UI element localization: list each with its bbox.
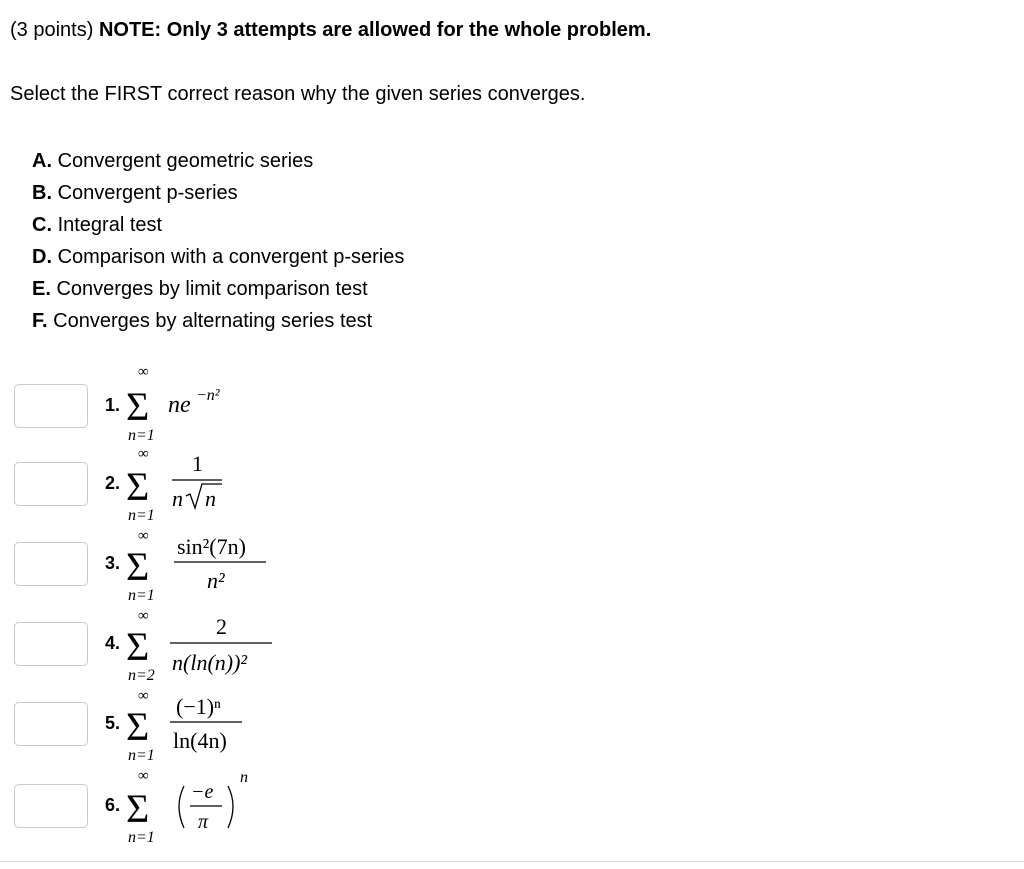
upper-limit: ∞: [138, 608, 149, 624]
fraction-numerator: 1: [192, 451, 203, 476]
problem-4: [14, 606, 734, 686]
series-expression-2: [14, 444, 314, 526]
radicand: n: [205, 486, 216, 511]
problem-1: [14, 362, 734, 442]
points-label: (3 points): [10, 19, 94, 41]
problem-number: 3.: [105, 553, 121, 573]
option-text: Convergent geometric series: [57, 150, 314, 172]
fraction-denominator: n(ln(n))²: [172, 650, 248, 675]
problem-number: 6.: [105, 795, 121, 815]
problem-5: [14, 686, 734, 766]
option-letter: A.: [32, 150, 52, 172]
lower-limit: n=2: [128, 667, 155, 684]
fraction-numerator: 2: [216, 614, 227, 639]
problem-header: [10, 18, 651, 42]
option-letter: E.: [32, 278, 51, 300]
problem-6: [14, 766, 734, 846]
fraction-numerator: sin²(7n): [177, 534, 246, 559]
upper-limit: ∞: [138, 364, 149, 380]
option-b: [32, 177, 404, 209]
series-expression-6: [14, 766, 314, 848]
sigma-symbol: Σ: [126, 464, 150, 509]
option-text: Converges by alternating series test: [53, 310, 373, 332]
problem-number: 2.: [105, 473, 121, 493]
instruction-text: Select the FIRST correct reason why the given series converges.: [10, 83, 586, 105]
upper-limit: ∞: [138, 528, 149, 544]
option-text: Integral test: [57, 214, 163, 236]
sigma-symbol: Σ: [126, 786, 150, 831]
problem-number: 4.: [105, 633, 121, 653]
option-c: [32, 209, 404, 241]
denominator-n: n: [172, 486, 183, 511]
lower-limit: n=1: [128, 747, 155, 764]
upper-limit: ∞: [138, 768, 149, 784]
option-letter: C.: [32, 214, 52, 236]
option-f: [32, 305, 404, 337]
reason-options-list: [32, 145, 404, 337]
problem-2: [14, 444, 734, 524]
fraction-denominator: ln(4n): [173, 728, 227, 753]
sigma-symbol: Σ: [126, 704, 150, 749]
series-expression-4: [14, 606, 314, 686]
option-e: [32, 273, 404, 305]
series-expression-1: [14, 362, 314, 442]
problem-3: [14, 526, 734, 606]
series-expression-5: [14, 686, 314, 766]
fraction-denominator: n²: [207, 568, 225, 593]
bottom-divider: [0, 861, 1024, 862]
option-text: Comparison with a convergent p-series: [57, 246, 405, 268]
attempts-note: NOTE: Only 3 attempts are allowed for the whole problem.: [98, 19, 652, 41]
sigma-symbol: Σ: [126, 384, 150, 429]
option-text: Converges by limit comparison test: [56, 278, 368, 300]
term-exponent: −n²: [196, 387, 220, 404]
option-d: [32, 241, 404, 273]
fraction-denominator: π: [198, 811, 209, 833]
sigma-symbol: Σ: [126, 624, 150, 669]
option-letter: B.: [32, 182, 52, 204]
lower-limit: n=1: [128, 587, 155, 604]
option-letter: D.: [32, 246, 52, 268]
left-paren: [179, 786, 184, 828]
problem-number: 5.: [105, 713, 121, 733]
right-paren: [228, 786, 233, 828]
series-expression-3: [14, 526, 314, 606]
upper-limit: ∞: [138, 688, 149, 704]
problem-number: 1.: [105, 395, 121, 415]
term-base: ne: [168, 392, 191, 418]
outer-exponent: n: [240, 769, 248, 786]
lower-limit: n=1: [128, 507, 155, 524]
option-text: Convergent p-series: [57, 182, 238, 204]
option-letter: F.: [32, 310, 48, 332]
upper-limit: ∞: [138, 446, 149, 462]
fraction-numerator: −e: [191, 781, 214, 803]
fraction-numerator: (−1)ⁿ: [176, 694, 221, 719]
radical-sign: [186, 484, 222, 508]
lower-limit: n=1: [128, 829, 155, 846]
lower-limit: n=1: [128, 427, 155, 442]
sigma-symbol: Σ: [126, 544, 150, 589]
option-a: [32, 145, 404, 177]
